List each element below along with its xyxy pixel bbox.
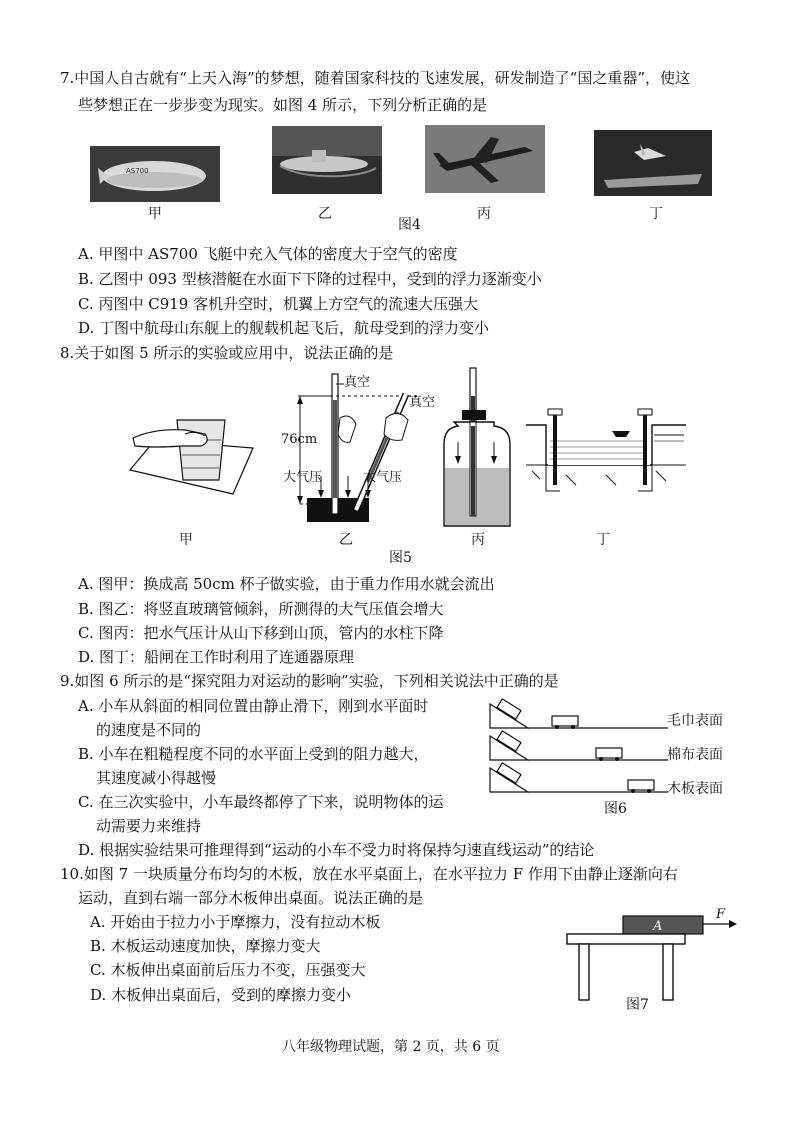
q9-option-d: D. 根据实验结果可推理得到“运动的小车不受力时将保持匀速直线运动”的结论 [78, 841, 595, 859]
airship-photo [90, 146, 220, 202]
fig4-caption: 图4 [398, 217, 421, 233]
q9-option-c: C. 在三次实验中，小车最终都停了下来，说明物体的运 [78, 793, 444, 811]
q9-stem: 9.如图 6 所示的是“探究阻力对运动的影响”实验，下列相关说法中正确的是 [60, 672, 559, 690]
submarine-photo [272, 126, 382, 194]
q7-label-ding: 丁 [649, 206, 663, 222]
fig6-caption: 图6 [604, 801, 627, 817]
ship-lock-figure [526, 405, 686, 493]
q7-option-d: D. 丁图中航母山东舰上的舰载机起飞后，航母受到的浮力变小 [78, 319, 490, 337]
q7-option-b: B. 乙图中 093 型核潜艇在水面下下降的过程中，受到的浮力逐渐变小 [78, 270, 542, 288]
q10-option-a: A. 开始由于拉力小于摩擦力，没有拉动木板 [90, 913, 381, 931]
board-surface-label: 木板表面 [667, 781, 723, 797]
q7-label-yi: 乙 [318, 206, 332, 222]
q7-option-a: A. 甲图中 AS700 飞艇中充入气体的密度大于空气的密度 [78, 245, 458, 263]
q9-option-b: B. 小车在粗糙程度不同的水平面上受到的阻力越大， [78, 745, 429, 763]
height-label: 76cm [281, 432, 318, 447]
board-a-label: A [653, 919, 663, 934]
q10-option-c: C. 木板伸出桌面前后压力不变，压强变大 [90, 961, 366, 979]
q7-label-jia: 甲 [148, 206, 162, 222]
q7-stem-line1: 7.中国人自古就有“上天入海”的梦想，随着国家科技的飞速发展，研发制造了“国之重器”，使这 [60, 69, 690, 87]
force-f-label: F [716, 907, 726, 922]
q10-stem-line2: 运动，直到右端一部分木板伸出桌面。说法正确的是 [78, 889, 424, 907]
q10-stem-line1: 10.如图 7 一块质量分布均匀的木板，放在水平桌面上，在水平拉力 F 作用下由静止逐渐向右 [60, 865, 678, 883]
vacuum-label-1: 真空 [344, 375, 371, 390]
inclined-plane-figure [488, 700, 668, 804]
q10-option-b: B. 木板运动速度加快，摩擦力变大 [90, 937, 321, 955]
q8-stem: 8.关于如图 5 所示的实验或应用中，说法正确的是 [60, 344, 394, 362]
q7-option-c: C. 丙图中 C919 客机升空时，机翼上方空气的流速大压强大 [78, 295, 479, 313]
q8-option-d: D. 图丁：船闸在工作时利用了连通器原理 [78, 648, 355, 666]
atm-label-1: 大气压 [283, 470, 323, 485]
q8-label-ding: 丁 [596, 532, 610, 548]
q8-label-bing: 丙 [471, 532, 485, 548]
carrier-photo [594, 130, 712, 196]
q8-option-c: C. 图丙：把水气压计从山下移到山顶，管内的水柱下降 [78, 624, 444, 642]
airship-text: AS700 [126, 167, 149, 175]
page-footer: 八年级物理试题，第 2 页，共 6 页 [282, 1039, 500, 1055]
cotton-surface-label: 棉布表面 [667, 747, 723, 763]
cup-experiment-figure [125, 400, 255, 500]
q10-option-d: D. 木板伸出桌面后，受到的摩擦力变小 [90, 986, 352, 1004]
fig7-caption: 图7 [626, 997, 649, 1013]
torricelli-figure [278, 368, 448, 532]
c919-photo [425, 125, 545, 193]
towel-surface-label: 毛巾表面 [667, 713, 723, 729]
q9-option-b-cont: 其速度减小得越慢 [96, 769, 217, 787]
fig5-caption: 图5 [389, 550, 412, 566]
water-barometer-figure [440, 366, 514, 532]
q7-stem-line2: 些梦想正在一步步变为现实。如图 4 所示，下列分析正确的是 [78, 96, 488, 114]
q8-option-a: A. 图甲：换成高 50cm 杯子做实验，由于重力作用水就会流出 [78, 575, 495, 593]
q7-label-bing: 丙 [477, 206, 491, 222]
vacuum-label-2: 真空 [409, 395, 436, 410]
atm-label-2: 大气压 [363, 470, 403, 485]
q8-option-b: B. 图乙：将竖直玻璃管倾斜，所测得的大气压值会增大 [78, 600, 444, 618]
q9-option-a-cont: 的速度是不同的 [96, 721, 202, 739]
q8-label-yi: 乙 [339, 532, 353, 548]
q8-label-jia: 甲 [179, 532, 193, 548]
q9-option-c-cont: 动需要力来维持 [96, 817, 202, 835]
q9-option-a: A. 小车从斜面的相同位置由静止滑下，刚到水平面时 [78, 697, 429, 715]
